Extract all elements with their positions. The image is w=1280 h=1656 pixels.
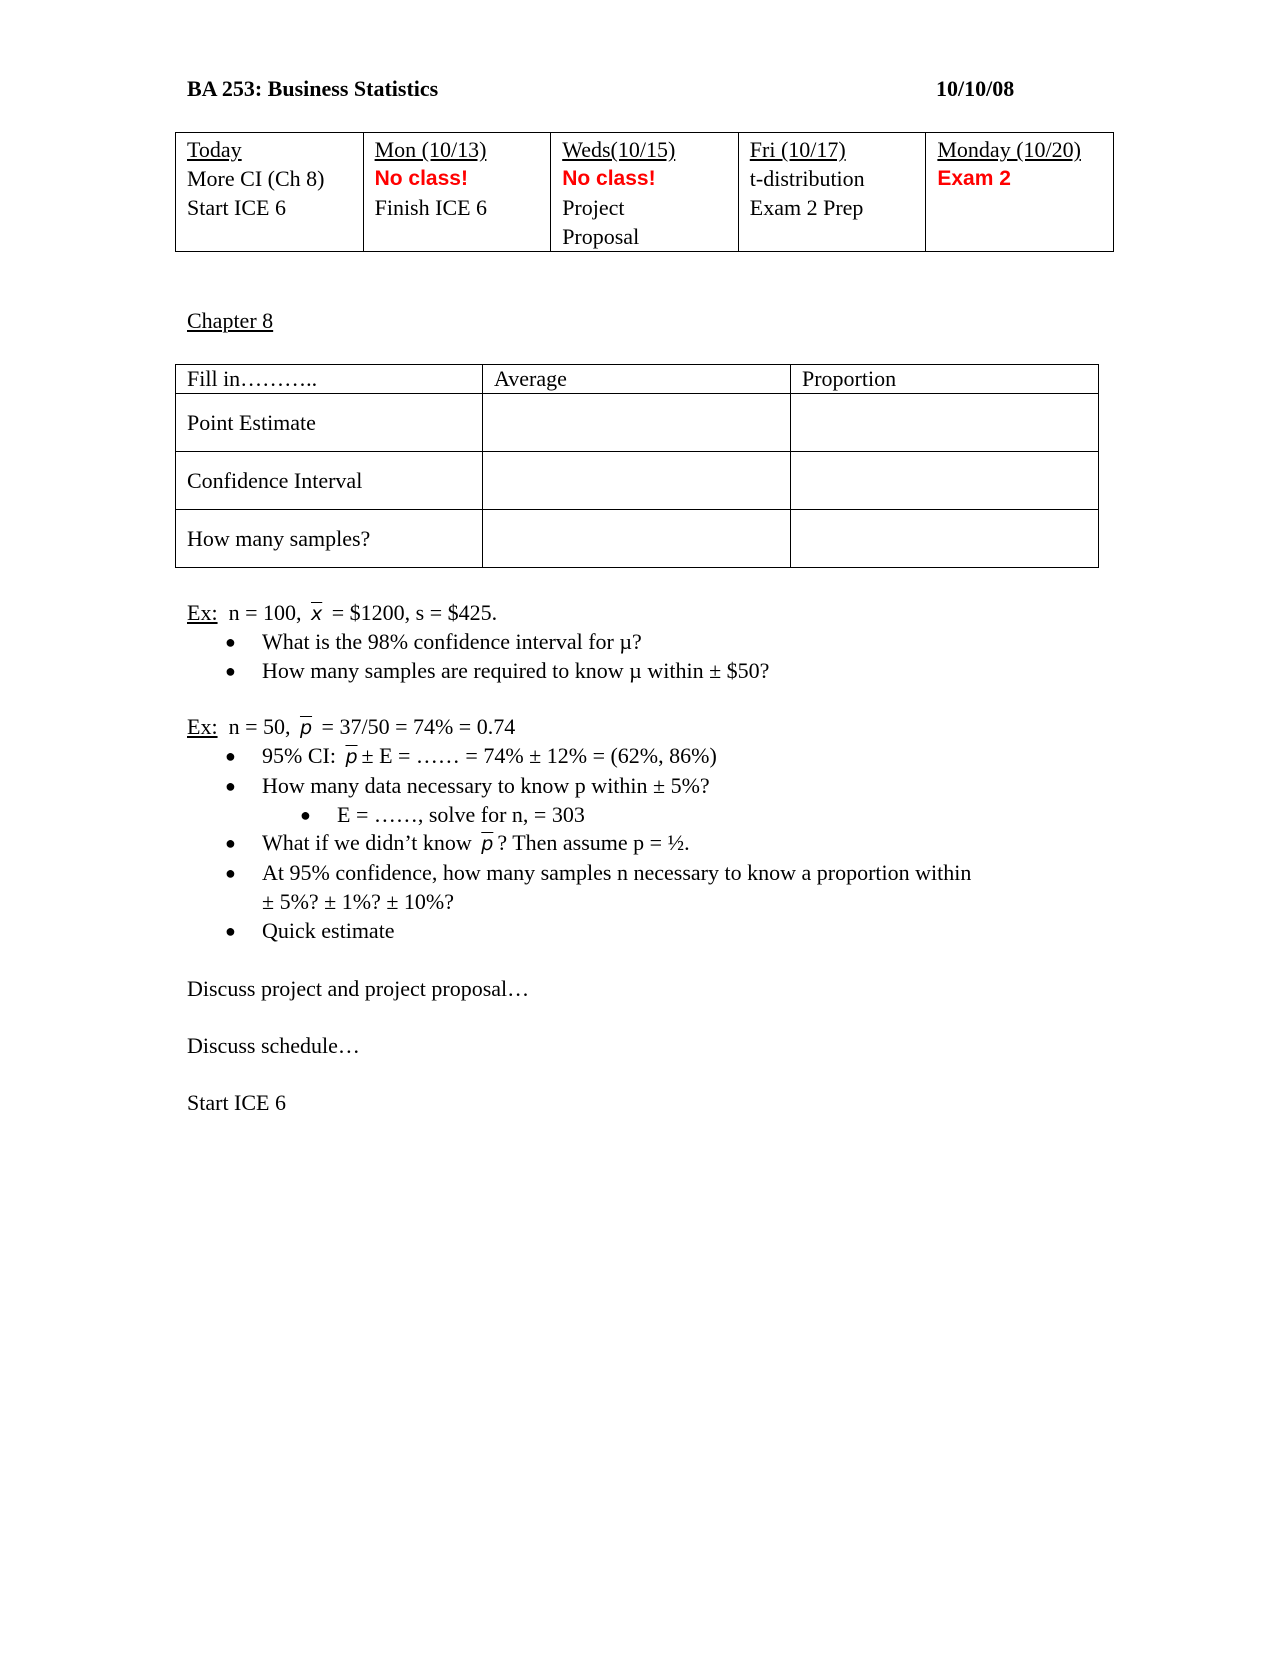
list-item-text: What is the 98% confidence interval for µ? bbox=[262, 629, 642, 654]
example-2-line bbox=[187, 714, 515, 740]
closing-paragraph: Start ICE 6 bbox=[187, 1090, 286, 1115]
schedule-item: Project bbox=[562, 195, 625, 220]
list-item-text: Quick estimate bbox=[262, 917, 395, 943]
schedule-day: Monday (10/20) bbox=[937, 137, 1081, 162]
list-item-text: What if we didn’t know bbox=[262, 830, 472, 856]
fill-table-row bbox=[176, 452, 1099, 510]
list-item bbox=[225, 917, 971, 946]
x-bar-symbol: $\overline{x}$ bbox=[310, 603, 323, 625]
list-item-text: E = ……, solve for n, = 303 bbox=[337, 801, 585, 827]
schedule-day: Mon (10/13) bbox=[374, 137, 487, 162]
schedule-item: t-distribution bbox=[749, 166, 865, 191]
schedule-table bbox=[175, 132, 1114, 252]
schedule-item: More CI (Ch 8) bbox=[187, 166, 325, 191]
fill-table-blank-cell bbox=[483, 452, 791, 510]
example-text: = 37/50 = 74% = 0.74 bbox=[321, 714, 516, 739]
list-item-text: How many data necessary to know p within ± 5%? bbox=[262, 772, 710, 798]
example-1-line bbox=[187, 600, 497, 626]
example-text: n = 100, bbox=[228, 600, 302, 625]
list-item bbox=[225, 657, 770, 686]
fill-table-row bbox=[176, 394, 1099, 452]
schedule-item-highlight: No class! bbox=[374, 167, 468, 190]
closing-paragraph: Discuss schedule… bbox=[187, 1033, 360, 1058]
schedule-day: Fri (10/17) bbox=[749, 137, 846, 162]
schedule-day: Weds(10/15) bbox=[562, 137, 676, 162]
schedule-cell-fri bbox=[738, 133, 926, 252]
list-item-text: ? Then assume p = ½. bbox=[497, 830, 690, 856]
bullet-icon: ● bbox=[225, 660, 236, 681]
example-text: n = 50, bbox=[228, 714, 291, 739]
p-bar-symbol: $\overline{p}$ bbox=[345, 746, 358, 768]
chapter-title: Chapter 8 bbox=[187, 308, 274, 333]
list-item-text: ± E = …… = 74% ± 12% = (62%, 86%) bbox=[361, 743, 717, 768]
schedule-item: Start ICE 6 bbox=[187, 195, 286, 220]
schedule-item-highlight: No class! bbox=[562, 167, 656, 190]
list-item-text: 95% CI: bbox=[262, 743, 336, 768]
schedule-item: Exam 2 Prep bbox=[749, 195, 864, 220]
list-item bbox=[225, 859, 972, 917]
header-date: 10/10/08 bbox=[936, 76, 1015, 101]
schedule-item: Proposal bbox=[562, 224, 640, 249]
bullet-icon: ● bbox=[300, 804, 311, 825]
example-text: = $1200, s = $425. bbox=[331, 600, 498, 625]
list-item bbox=[225, 829, 971, 859]
bullet-icon: ● bbox=[225, 920, 236, 941]
bullet-icon: ● bbox=[225, 746, 236, 766]
list-item-text: At 95% confidence, how many samples n necessary to know a proportion within bbox=[262, 860, 972, 886]
fill-table-row-label: Point Estimate bbox=[176, 394, 483, 452]
fill-table-blank-cell bbox=[791, 510, 1099, 568]
list-item bbox=[225, 628, 769, 657]
example-2-bullets bbox=[225, 742, 972, 946]
bullet-icon: ● bbox=[225, 863, 236, 884]
example-label: Ex: bbox=[187, 600, 218, 625]
fill-table-blank-cell bbox=[483, 394, 791, 452]
schedule-cell-today bbox=[176, 133, 364, 252]
fill-table-header: Proportion bbox=[791, 365, 1099, 394]
fill-table-header: Fill in……….. bbox=[176, 365, 483, 394]
schedule-item-highlight: Exam 2 bbox=[937, 167, 1011, 190]
example-1-bullets bbox=[225, 628, 770, 686]
example-label: Ex: bbox=[187, 714, 218, 739]
list-item bbox=[300, 801, 1046, 830]
p-bar-symbol: $\overline{p}$ bbox=[481, 833, 494, 856]
list-item-text: How many samples are required to know µ within ± $50? bbox=[262, 657, 770, 683]
list-item bbox=[225, 772, 971, 801]
closing-paragraph: Discuss project and project proposal… bbox=[187, 976, 530, 1001]
schedule-item: Finish ICE 6 bbox=[374, 195, 488, 220]
list-item-text: ± 5%? ± 1%? ± 10%? bbox=[262, 888, 454, 914]
fill-table-row bbox=[176, 510, 1099, 568]
fill-table-blank-cell bbox=[483, 510, 791, 568]
p-bar-symbol: $\overline{p}$ bbox=[299, 717, 313, 739]
fill-in-table bbox=[175, 364, 1099, 568]
bullet-icon: ● bbox=[225, 833, 236, 854]
course-title: BA 253: Business Statistics bbox=[187, 76, 439, 101]
fill-table-row-label: How many samples? bbox=[176, 510, 483, 568]
schedule-cell-weds bbox=[551, 133, 739, 252]
bullet-icon: ● bbox=[225, 632, 236, 652]
schedule-day: Today bbox=[187, 137, 242, 162]
list-item bbox=[225, 742, 971, 772]
fill-table-header: Average bbox=[483, 365, 791, 394]
fill-table-blank-cell bbox=[791, 394, 1099, 452]
fill-table-row-label: Confidence Interval bbox=[176, 452, 483, 510]
fill-table-blank-cell bbox=[791, 452, 1099, 510]
schedule-row bbox=[176, 133, 1114, 252]
schedule-cell-mon bbox=[363, 133, 551, 252]
bullet-icon: ● bbox=[225, 775, 236, 796]
schedule-cell-monday bbox=[926, 133, 1114, 252]
fill-table-header-row bbox=[176, 365, 1099, 394]
